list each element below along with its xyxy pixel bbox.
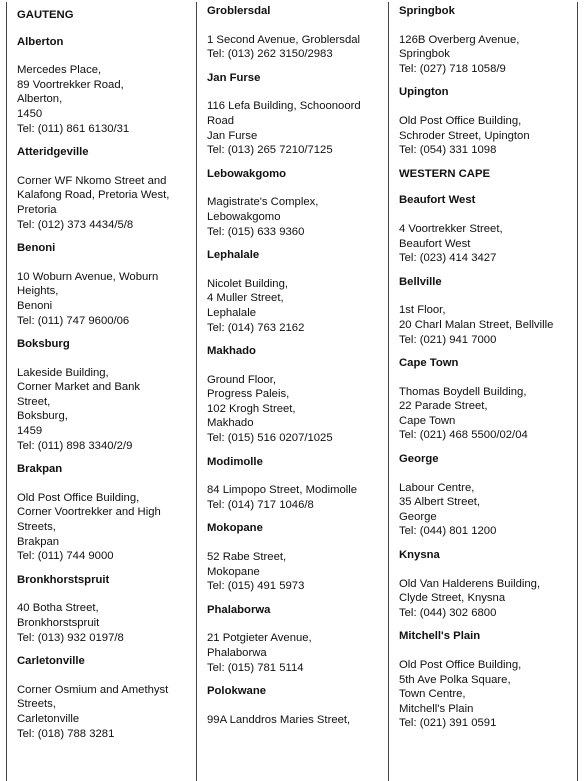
office-address-line: 22 Parade Street, [399,400,488,413]
office-address-line: Old Post Office Building, [399,659,522,671]
office-phone: Tel: (011) 898 3340/2/9 [17,439,133,452]
office-address-line: 1459 [17,425,43,438]
office-name: Jan Furse [207,71,261,84]
office-address-line: 4 Voortrekker Street, [399,222,503,235]
office-phone: Tel: (044) 302 6800 [399,606,497,619]
office-entry [17,573,196,645]
office-name: George [399,453,439,466]
office-entry [207,684,388,727]
office-name: Springbok [399,5,455,17]
office-name: Alberton [17,35,64,48]
office-address-line: 5th Ave Polka Square, [399,673,511,686]
office-entry [17,35,196,137]
office-address-line: Lephalale [207,306,256,319]
office-address-line: Lakeside Building, [17,366,109,379]
office-phone: Tel: (015) 516 0207/1025 [207,432,333,445]
office-name: Knysna [399,549,440,562]
office-phone: Tel: (021) 391 0591 [399,717,497,730]
office-name: Benoni [17,242,56,255]
office-entry [207,71,388,158]
office-name: Polokwane [207,685,267,698]
office-entry [207,248,388,335]
office-phone: Tel: (018) 788 3281 [17,727,115,740]
office-name: Upington [399,86,449,99]
office-address-line: Schroder Street, Upington [399,129,530,142]
office-phone: Tel: (054) 331 1098 [399,144,497,157]
office-name: Groblersdal [207,5,271,17]
office-phone: Tel: (015) 633 9360 [207,225,305,238]
office-name: Bronkhorstspruit [17,573,110,586]
office-address-line: 84 Limpopo Street, Modimolle [207,484,358,497]
office-address-line: 126B Overberg Avenue, [399,33,520,46]
office-phone: Tel: (013) 262 3150/2983 [207,48,333,61]
office-phone: Tel: (011) 861 6130/31 [17,122,130,135]
office-address-line: Pretoria [17,203,57,216]
office-address-line: Progress Paleis, [207,388,290,401]
office-address-line: Mitchell's Plain [399,702,474,715]
office-address-line: Road [207,114,235,127]
office-phone: Tel: (013) 932 0197/8 [17,631,124,644]
office-name: Makhado [207,345,256,358]
office-address-line: 1450 [17,107,43,120]
office-entry [17,654,196,741]
office-address-line: Ground Floor, [207,373,277,386]
office-phone: Tel: (015) 781 5114 [207,661,304,674]
office-address-line: Boksburg, [17,410,68,423]
office-address-line: 4 Muller Street, [207,292,284,305]
office-entry [399,356,577,443]
office-entry [17,145,196,232]
office-address-line: Springbok [399,48,450,61]
office-phone: Tel: (015) 491 5973 [207,580,305,593]
office-address-line: Jan Furse [207,129,258,142]
office-name: Carletonville [17,655,85,668]
office-address-line: Magistrate's Complex, [207,196,319,209]
office-address-line: Streets, [17,521,56,534]
office-address-line: 1st Floor, [399,304,446,317]
directory-column-1 [6,2,196,781]
office-address-line: Corner Voortrekker and High [17,506,161,519]
office-address-line: 1 Second Avenue, Groblersdal [207,33,361,46]
office-address-line: George [399,510,437,523]
office-entry [17,241,196,328]
office-entry [207,603,388,675]
office-address-line: 40 Botha Street, [17,602,99,615]
office-entry [17,462,196,564]
office-address-line: 10 Woburn Avenue, Woburn [17,270,159,283]
office-address-line: Heights, [17,285,59,298]
office-address-line: Carletonville [17,712,80,725]
office-phone: Tel: (044) 801 1200 [399,525,497,538]
office-name: Brakpan [17,463,63,476]
office-address-line: 35 Albert Street, [399,496,481,509]
office-address-line: Makhado [207,417,254,430]
office-address-line: Labour Centre, [399,481,475,494]
office-name: Mokopane [207,522,263,535]
office-address-line: Thomas Boydell Building, [399,385,527,398]
office-address-line: Corner WF Nkomo Street and [17,174,167,187]
office-address-line: 52 Rabe Street, [207,551,287,564]
office-entry [399,193,577,265]
office-address-line: Phalaborwa [207,647,267,659]
office-entry [207,4,388,62]
office-entry [399,85,577,157]
office-entry [207,455,388,513]
office-name: Bellville [399,275,442,288]
office-entry [399,275,577,347]
office-address-line: 116 Lefa Building, Schoonoord [207,100,361,113]
office-address-line: Street, [17,395,51,408]
office-name: Phalaborwa [207,603,271,616]
office-phone: Tel: (011) 747 9600/06 [17,314,130,327]
office-name: Boksburg [17,338,70,351]
region-heading: GAUTENG [17,9,74,21]
office-phone: Tel: (023) 414 3427 [399,252,497,265]
office-phone: Tel: (014) 763 2162 [207,321,305,334]
office-entry [207,521,388,593]
office-address-line: Mokopane [207,565,260,578]
office-name: Atteridgeville [17,146,89,159]
office-address-line: Beaufort West [399,237,471,250]
office-name: Beaufort West [399,194,476,207]
office-address-line: Cape Town [399,414,456,427]
office-name: Lebowakgomo [207,167,287,180]
office-phone: Tel: (012) 373 4434/5/8 [17,218,134,231]
office-address-line: Nicolet Building, [207,277,289,290]
office-entry [207,167,388,239]
directory-column-3 [388,2,578,781]
office-address-line: Town Centre, [399,688,466,701]
office-entry [399,629,577,731]
office-address-line: Benoni [17,299,53,312]
office-address-line: Bronkhorstspruit [17,617,100,629]
office-phone: Tel: (027) 718 1058/9 [399,62,506,75]
office-address-line: Alberton, [17,93,63,106]
office-address-line: Old Post Office Building, [17,491,140,504]
region-heading: WESTERN CAPE [399,167,491,180]
office-address-line: 102 Krogh Street, [207,402,296,415]
office-phone: Tel: (021) 468 5500/02/04 [399,429,528,442]
office-entry [399,452,577,539]
office-name: Lephalale [207,249,260,262]
office-address-line: Corner Market and Bank [17,381,141,394]
office-address-line: Lebowakgomo [207,210,281,223]
office-address-line: 21 Potgieter Avenue, [207,632,312,645]
office-name: Cape Town [399,357,459,370]
office-address-line: Old Post Office Building, [399,114,522,127]
office-address-line: 20 Charl Malan Street, Bellville [399,318,554,331]
office-entry [207,344,388,446]
office-phone: Tel: (013) 265 7210/7125 [207,144,333,157]
office-name: Modimolle [207,455,263,468]
office-name: Mitchell's Plain [399,630,481,643]
office-entry [399,548,577,620]
office-address-line: 89 Voortrekker Road, [17,78,124,91]
office-address-line: Clyde Street, Knysna [399,592,506,605]
office-address-line: Mercedes Place, [17,64,102,77]
directory-column-2 [196,2,388,781]
office-phone: Tel: (021) 941 7000 [399,333,497,346]
office-phone: Tel: (014) 717 1046/8 [207,498,314,511]
office-address-line: Brakpan [17,535,60,548]
office-address-line: Old Van Halderens Building, [399,577,541,590]
office-address-line: Kalafong Road, Pretoria West, [17,189,170,202]
office-address-line: Corner Osmium and Amethyst [17,683,169,696]
office-phone: Tel: (011) 744 9000 [17,550,114,563]
office-address-line: 99A Landdros Maries Street, [207,713,351,726]
office-entry [399,4,577,76]
office-entry [17,337,196,453]
office-address-line: Streets, [17,698,56,711]
